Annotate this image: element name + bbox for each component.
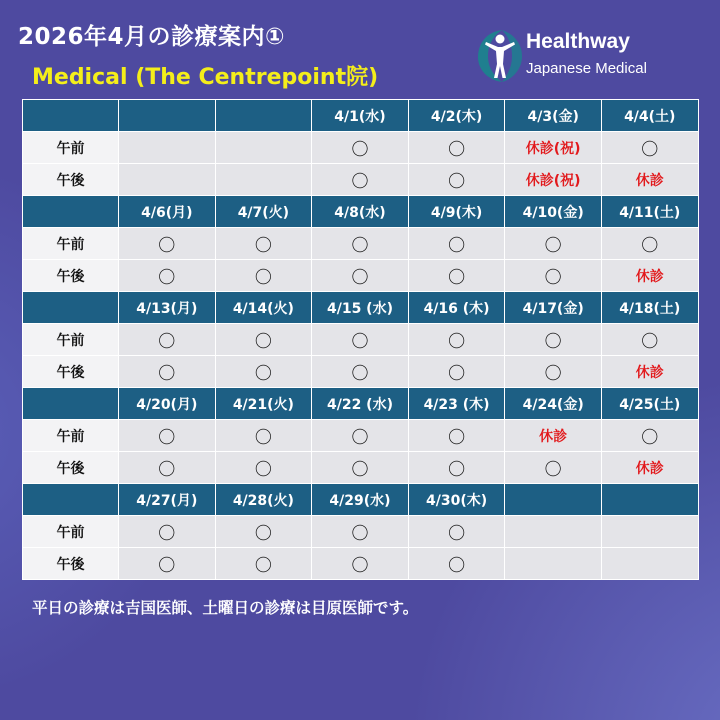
date-header-cell: 4/15 (水) (312, 292, 409, 324)
date-header-cell: 4/9(木) (408, 196, 505, 228)
open-status-cell: 〇 (312, 132, 409, 164)
open-status-cell: 〇 (119, 356, 216, 388)
open-status-cell: 〇 (215, 260, 312, 292)
header-corner-cell (23, 484, 119, 516)
afternoon-label: 午後 (23, 356, 119, 388)
open-status-cell: 〇 (119, 324, 216, 356)
am-row (23, 516, 699, 548)
empty-status-cell (215, 164, 312, 196)
date-header-cell (119, 100, 216, 132)
week-header-row (23, 196, 699, 228)
open-status-cell: 〇 (119, 420, 216, 452)
morning-label: 午前 (23, 420, 119, 452)
empty-status-cell (505, 516, 602, 548)
closed-status-cell: 休診(祝) (505, 132, 602, 164)
date-header-cell (601, 484, 698, 516)
am-row (23, 420, 699, 452)
healthway-logo (476, 26, 676, 86)
date-header-cell: 4/25(土) (601, 388, 698, 420)
open-status-cell: 〇 (408, 260, 505, 292)
open-status-cell: 〇 (505, 324, 602, 356)
week-header-row (23, 292, 699, 324)
date-header-cell: 4/29(水) (312, 484, 409, 516)
date-header-cell: 4/10(金) (505, 196, 602, 228)
open-status-cell: 〇 (215, 452, 312, 484)
header-corner-cell (23, 292, 119, 324)
am-row (23, 132, 699, 164)
morning-label: 午前 (23, 516, 119, 548)
date-header-cell: 4/28(火) (215, 484, 312, 516)
date-header-cell: 4/6(月) (119, 196, 216, 228)
open-status-cell: 〇 (408, 228, 505, 260)
empty-status-cell (601, 516, 698, 548)
afternoon-label: 午後 (23, 548, 119, 580)
empty-status-cell (119, 164, 216, 196)
open-status-cell: 〇 (601, 420, 698, 452)
morning-label: 午前 (23, 228, 119, 260)
date-header-cell: 4/23 (木) (408, 388, 505, 420)
afternoon-label: 午後 (23, 260, 119, 292)
date-header-cell: 4/2(木) (408, 100, 505, 132)
date-header-cell: 4/1(水) (312, 100, 409, 132)
date-header-cell: 4/17(金) (505, 292, 602, 324)
date-header-cell: 4/21(火) (215, 388, 312, 420)
person-figure-logo-icon (476, 26, 524, 86)
logo-brand-name: Healthway (526, 30, 630, 53)
open-status-cell: 〇 (312, 164, 409, 196)
open-status-cell: 〇 (215, 516, 312, 548)
pm-row (23, 260, 699, 292)
empty-status-cell (215, 132, 312, 164)
open-status-cell: 〇 (119, 228, 216, 260)
date-header-cell: 4/14(火) (215, 292, 312, 324)
clinic-subtitle: Medical (The Centrepoint院) (32, 65, 379, 90)
open-status-cell: 〇 (408, 548, 505, 580)
header-corner-cell (23, 388, 119, 420)
closed-status-cell: 休診(祝) (505, 164, 602, 196)
open-status-cell: 〇 (312, 452, 409, 484)
am-row (23, 228, 699, 260)
date-header-cell: 4/20(月) (119, 388, 216, 420)
morning-label: 午前 (23, 132, 119, 164)
open-status-cell: 〇 (505, 356, 602, 388)
date-header-cell: 4/11(土) (601, 196, 698, 228)
open-status-cell: 〇 (601, 324, 698, 356)
closed-status-cell: 休診 (505, 420, 602, 452)
date-header-cell (505, 484, 602, 516)
open-status-cell: 〇 (215, 356, 312, 388)
open-status-cell: 〇 (119, 260, 216, 292)
schedule-table (22, 99, 699, 580)
pm-row (23, 356, 699, 388)
date-header-cell: 4/24(金) (505, 388, 602, 420)
open-status-cell: 〇 (408, 356, 505, 388)
open-status-cell: 〇 (408, 132, 505, 164)
open-status-cell: 〇 (119, 516, 216, 548)
open-status-cell: 〇 (312, 356, 409, 388)
morning-label: 午前 (23, 324, 119, 356)
open-status-cell: 〇 (601, 132, 698, 164)
pm-row (23, 164, 699, 196)
closed-status-cell: 休診 (601, 164, 698, 196)
date-header-cell: 4/3(金) (505, 100, 602, 132)
pm-row (23, 548, 699, 580)
week-header-row (23, 388, 699, 420)
date-header-cell: 4/18(土) (601, 292, 698, 324)
am-row (23, 324, 699, 356)
open-status-cell: 〇 (215, 324, 312, 356)
open-status-cell: 〇 (119, 452, 216, 484)
date-header-cell: 4/7(火) (215, 196, 312, 228)
open-status-cell: 〇 (505, 260, 602, 292)
header-corner-cell (23, 196, 119, 228)
logo-brand-subtitle: Japanese Medical (526, 60, 647, 77)
week-header-row (23, 484, 699, 516)
open-status-cell: 〇 (505, 452, 602, 484)
open-status-cell: 〇 (408, 324, 505, 356)
closed-status-cell: 休診 (601, 452, 698, 484)
empty-status-cell (601, 548, 698, 580)
date-header-cell (215, 100, 312, 132)
open-status-cell: 〇 (408, 452, 505, 484)
open-status-cell: 〇 (312, 420, 409, 452)
date-header-cell: 4/30(木) (408, 484, 505, 516)
page-title: 2026年4月の診療案内① (18, 24, 285, 50)
date-header-cell: 4/16 (木) (408, 292, 505, 324)
week-header-row (23, 100, 699, 132)
open-status-cell: 〇 (408, 516, 505, 548)
open-status-cell: 〇 (119, 548, 216, 580)
closed-status-cell: 休診 (601, 260, 698, 292)
afternoon-label: 午後 (23, 164, 119, 196)
date-header-cell: 4/13(月) (119, 292, 216, 324)
date-header-cell: 4/27(月) (119, 484, 216, 516)
open-status-cell: 〇 (312, 516, 409, 548)
open-status-cell: 〇 (408, 420, 505, 452)
doctor-footnote: 平日の診療は吉国医師、土曜日の診療は目原医師です。 (32, 599, 419, 617)
open-status-cell: 〇 (215, 228, 312, 260)
empty-status-cell (505, 548, 602, 580)
empty-status-cell (119, 132, 216, 164)
schedule-body (23, 100, 699, 580)
open-status-cell: 〇 (215, 420, 312, 452)
date-header-cell: 4/8(水) (312, 196, 409, 228)
date-header-cell: 4/4(土) (601, 100, 698, 132)
open-status-cell: 〇 (601, 228, 698, 260)
open-status-cell: 〇 (312, 324, 409, 356)
open-status-cell: 〇 (312, 548, 409, 580)
header-corner-cell (23, 100, 119, 132)
closed-status-cell: 休診 (601, 356, 698, 388)
open-status-cell: 〇 (312, 228, 409, 260)
open-status-cell: 〇 (215, 548, 312, 580)
open-status-cell: 〇 (505, 228, 602, 260)
pm-row (23, 452, 699, 484)
afternoon-label: 午後 (23, 452, 119, 484)
open-status-cell: 〇 (312, 260, 409, 292)
open-status-cell: 〇 (408, 164, 505, 196)
date-header-cell: 4/22 (水) (312, 388, 409, 420)
